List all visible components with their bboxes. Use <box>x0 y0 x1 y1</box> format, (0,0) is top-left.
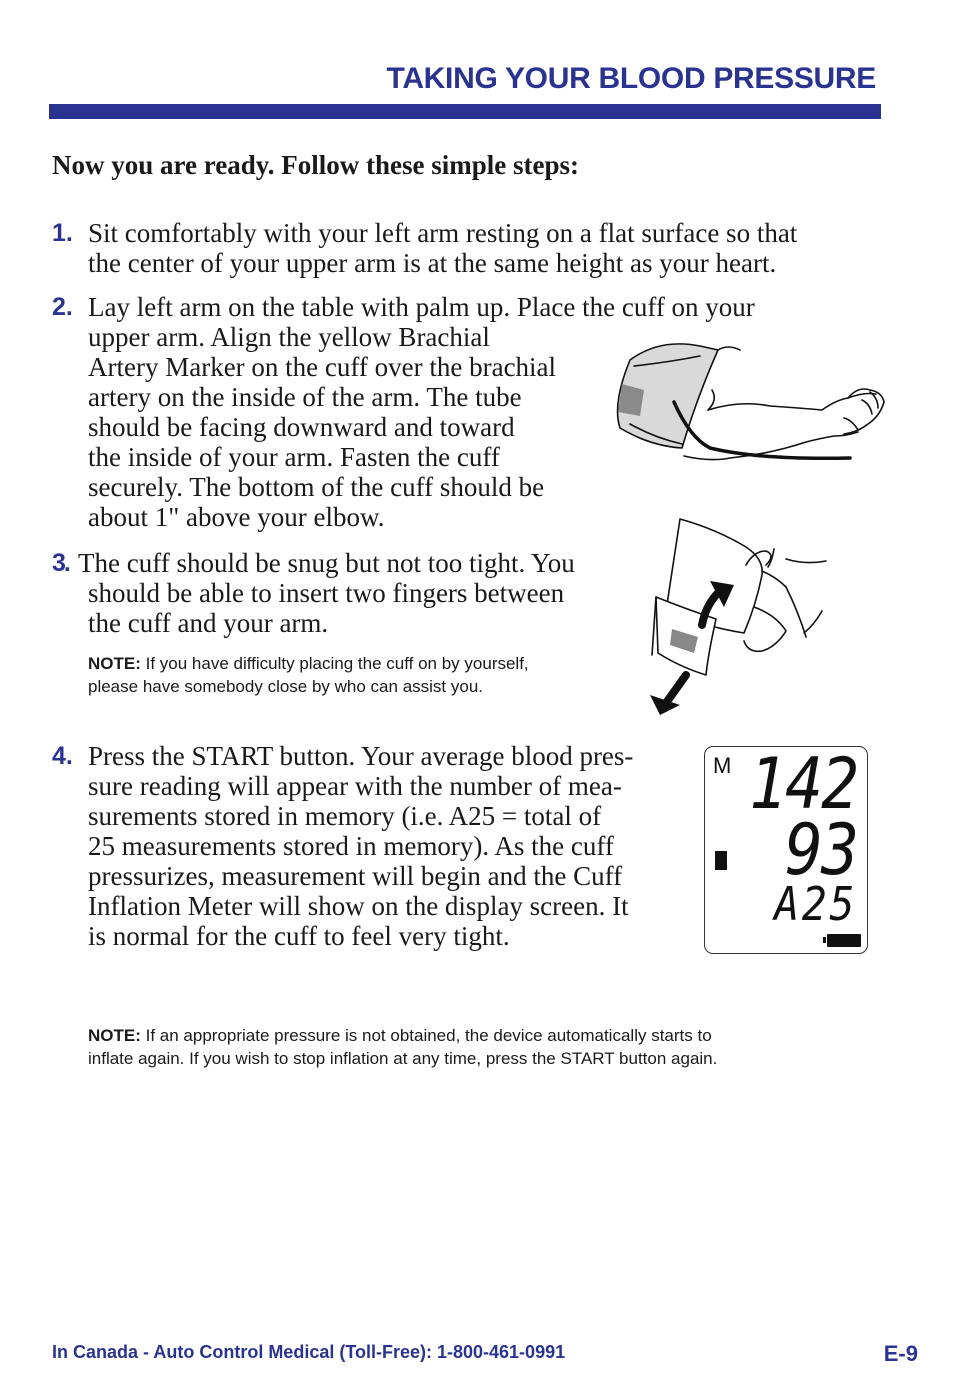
step-line: should be facing downward and toward <box>88 412 515 442</box>
step-line: Lay left arm on the table with palm up. Place the cuff on your <box>88 292 755 322</box>
step-number: 3. <box>52 549 69 577</box>
memory-indicator: M <box>713 753 732 778</box>
step-line: Artery Marker on the cuff over the brachial <box>88 352 557 382</box>
systolic-reading: 142 <box>748 743 857 825</box>
note-text: inflate again. If you wish to stop inflation at any time, press the START button again. <box>88 1049 718 1068</box>
step-text <box>88 578 564 638</box>
step-line: upper arm. Align the yellow Brachial <box>88 322 490 352</box>
lcd-display <box>704 743 868 954</box>
step-number: 4. <box>52 742 73 770</box>
battery-icon <box>827 934 861 947</box>
note-text: If you have difficulty placing the cuff on by yourself, <box>140 654 529 673</box>
page-title: TAKING YOUR BLOOD PRESSURE <box>386 62 876 95</box>
step-line: about 1" above your elbow. <box>88 502 385 532</box>
note-label: NOTE: <box>88 654 141 673</box>
note-label: NOTE: <box>88 1026 141 1045</box>
note-text: If an appropriate pressure is not obtained, the device automatically starts to <box>140 1026 712 1045</box>
footer-contact: In Canada - Auto Control Medical (Toll-Free): 1-800-461-0991 <box>52 1342 566 1362</box>
step-number: 1. <box>52 219 73 247</box>
step-line: 25 measurements stored in memory). As the cuff <box>88 831 614 861</box>
note-cuff-help <box>88 652 529 698</box>
step-line: pressurizes, measurement will begin and the Cuff <box>88 861 623 891</box>
step-text <box>88 741 633 951</box>
step-line: the center of your upper arm is at the same height as your heart. <box>88 248 777 278</box>
step-line: securely. The bottom of the cuff should be <box>88 472 545 502</box>
heartbeat-indicator <box>715 851 727 870</box>
step-line: Press the START button. Your average blood pres- <box>88 741 634 771</box>
step-line: Inflation Meter will show on the display screen. It <box>88 891 629 921</box>
diastolic-reading: 93 <box>784 809 857 891</box>
note-text: please have somebody close by who can assist you. <box>88 677 484 696</box>
step-line: sure reading will appear with the number of mea- <box>88 771 622 801</box>
note-reinflate <box>88 1024 717 1070</box>
intro-heading: Now you are ready. Follow these simple steps: <box>52 150 579 180</box>
step-text <box>88 218 797 278</box>
memory-count: A25 <box>774 877 857 931</box>
page-number: E-9 <box>883 1341 918 1366</box>
step-line: is normal for the cuff to feel very tight. <box>88 921 510 951</box>
header-rule <box>49 104 881 119</box>
arm-cuff-illustration <box>600 320 890 480</box>
step-line: artery on the inside of the arm. The tube <box>88 382 522 412</box>
step-line: surements stored in memory (i.e. A25 = total of <box>88 801 602 831</box>
step-number: 2. <box>52 293 73 321</box>
step-line: Sit comfortably with your left arm resting on a flat surface so that <box>88 218 798 248</box>
step-line: the cuff and your arm. <box>88 608 329 638</box>
step-line: should be able to insert two fingers between <box>88 578 565 608</box>
step-line: The cuff should be snug but not too tight. You <box>78 548 575 578</box>
step-line: the inside of your arm. Fasten the cuff <box>88 442 500 472</box>
cuff-fit-illustration <box>636 515 836 720</box>
